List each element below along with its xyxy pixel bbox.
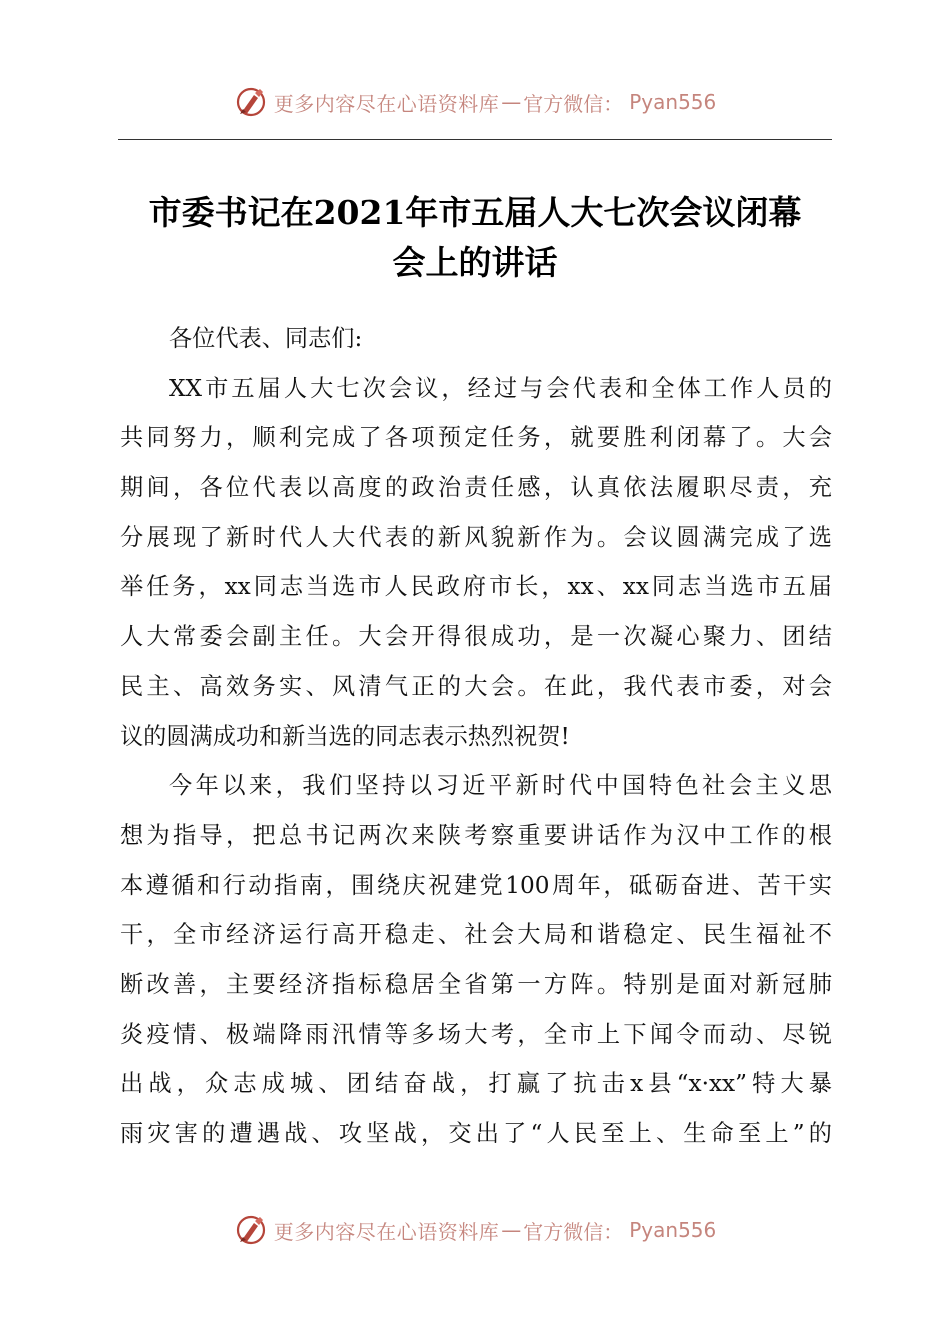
paragraph-line: 断改善，主要经济指标稳居全省第一方阵。特别是面对新冠肺 bbox=[120, 970, 832, 998]
watermark-dash: — bbox=[501, 1218, 522, 1242]
watermark-official: 官方微信： bbox=[523, 91, 624, 116]
paragraph-line: 雨灾害的遭遇战、攻坚战，交出了“人民至上、生命至上”的 bbox=[120, 1120, 832, 1147]
paragraph-line: XX市五届人大七次会议，经过与会代表和全体工作人员的 bbox=[169, 374, 832, 402]
watermark-dash: — bbox=[501, 90, 522, 114]
document-body bbox=[120, 314, 832, 1159]
pen-logo-icon bbox=[234, 1213, 268, 1247]
title-line-1: 市委书记在2021年市五届人大七次会议闭幕 bbox=[148, 193, 802, 232]
document-title bbox=[118, 188, 832, 288]
paragraph-line: 民主、高效务实、风清气正的大会。在此，我代表市委，对会 bbox=[120, 672, 832, 700]
watermark-text: 更多内容尽在心语资料库 bbox=[273, 1219, 500, 1244]
salutation: 各位代表、同志们: bbox=[169, 325, 363, 352]
paragraph-line: 议的圆满成功和新当选的同志表示热烈祝贺! bbox=[120, 722, 570, 750]
paragraph-line: 干，全市经济运行高开稳走、社会大局和谐稳定、民生福祉不 bbox=[120, 921, 832, 949]
watermark-account: Pyan556 bbox=[629, 90, 717, 114]
paragraph-line: 共同努力，顺利完成了各项预定任务，就要胜利闭幕了。大会 bbox=[120, 424, 832, 452]
title-line-2: 会上的讲话 bbox=[392, 243, 558, 282]
paragraph-line: 本遵循和行动指南，围绕庆祝建党100周年，砥砺奋进、苦干实 bbox=[120, 871, 832, 899]
paragraph-2 bbox=[120, 761, 832, 1159]
paragraph-line: 期间，各位代表以高度的政治责任感，认真依法履职尽责，充 bbox=[120, 474, 832, 502]
watermark-account: Pyan556 bbox=[629, 1218, 717, 1242]
watermark-official: 官方微信： bbox=[523, 1219, 624, 1244]
paragraph-line: 炎疫情、极端降雨汛情等多场大考，全市上下闻令而动、尽锐 bbox=[120, 1020, 832, 1048]
paragraph-line: 人大常委会副主任。大会开得很成功，是一次凝心聚力、团结 bbox=[120, 623, 832, 651]
header-divider bbox=[118, 139, 832, 140]
pen-logo-icon bbox=[234, 85, 268, 119]
watermark-footer bbox=[0, 1210, 950, 1250]
paragraph-line: 举任务，xx同志当选市人民政府市长，xx、xx同志当选市五届 bbox=[120, 573, 832, 601]
paragraph-line: 想为指导，把总书记两次来陕考察重要讲话作为汉中工作的根 bbox=[120, 821, 832, 849]
watermark-header bbox=[0, 82, 950, 122]
paragraph-line: 今年以来，我们坚持以习近平新时代中国特色社会主义思 bbox=[169, 772, 832, 800]
watermark-text: 更多内容尽在心语资料库 bbox=[273, 91, 500, 116]
paragraph-line: 出战，众志成城、团结奋战，打赢了抗击x县“x·xx”特大暴 bbox=[120, 1070, 832, 1098]
paragraph-1 bbox=[120, 364, 832, 762]
paragraph-line: 分展现了新时代人大代表的新风貌新作为。会议圆满完成了选 bbox=[120, 523, 832, 551]
